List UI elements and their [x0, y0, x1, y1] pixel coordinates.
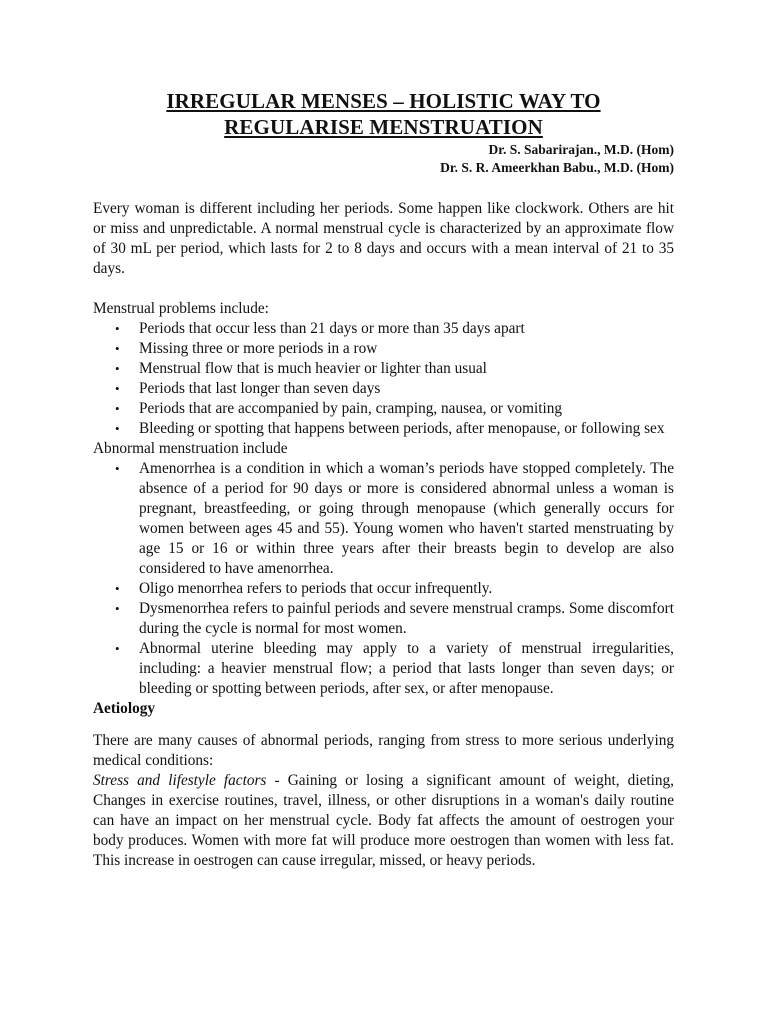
title-line-2: REGULARISE MENSTRUATION — [224, 115, 543, 139]
list-item: • Menstrual flow that is much heavier or lighter than usual — [115, 360, 487, 377]
list-item: • Abnormal uterine bleeding may apply to a variety of menstrual irregularities, including: a heavier menstrual flow; a period that lasts longer than seven days; or bleeding or spotting between periods, after sex, or after menopause. — [115, 640, 674, 697]
bullet-icon: • — [115, 641, 120, 656]
stress-label: Stress and lifestyle factors — [93, 772, 267, 789]
list-item: • Periods that last longer than seven days — [115, 380, 381, 397]
abnormal-list — [93, 459, 674, 699]
title-line-1: IRREGULAR MENSES – HOLISTIC WAY TO — [166, 89, 601, 113]
bullet-icon: • — [115, 401, 120, 416]
bullet-icon: • — [115, 421, 120, 436]
list-item: • Dysmenorrhea refers to painful periods and severe menstrual cramps. Some discomfort during the cycle is normal for most women. — [115, 600, 674, 637]
author-2: Dr. S. R. Ameerkhan Babu., M.D. (Hom) — [440, 160, 674, 175]
problems-heading: Menstrual problems include: — [93, 300, 269, 317]
bullet-icon: • — [115, 341, 120, 356]
author-1: Dr. S. Sabarirajan., M.D. (Hom) — [488, 142, 674, 157]
list-item: • Periods that occur less than 21 days or more than 35 days apart — [115, 320, 525, 337]
aetiology-intro: There are many causes of abnormal periods, ranging from stress to more serious underlying medical conditions: — [93, 732, 674, 769]
list-item: • Oligo menorrhea refers to periods that occur infrequently. — [115, 580, 493, 597]
list-item: • Amenorrhea is a condition in which a woman’s periods have stopped completely. The absence of a period for 90 days or more is considered abnormal unless a woman is pregnant, breastfeeding, or going through menopause (which generally occurs for women between ages 45 and 55). Young women who haven't started menstruating by age 15 or 16 or within three years after their breasts begin to develop are also considered to have amenorrhea. — [115, 460, 674, 577]
bullet-icon: • — [115, 361, 120, 376]
list-item: • Periods that are accompanied by pain, cramping, nausea, or vomiting — [115, 400, 563, 417]
bullet-icon: • — [115, 321, 120, 336]
author-block — [93, 141, 674, 177]
bullet-icon: • — [115, 601, 120, 616]
aetiology-heading: Aetiology — [93, 700, 156, 717]
stress-text: - Gaining or losing a significant amount of weight, dieting, Changes in exercise routines, travel, illness, or other disruptions in a woman's daily routine can have an impact on her menstrual cycle. Body fat affects the amount of oestrogen your body produces. Women with more fat will produce more oestrogen than women with less fat. This increase in oestrogen can cause irregular, missed, or heavy periods. — [93, 772, 674, 869]
stress-paragraph — [93, 771, 674, 871]
abnormal-heading: Abnormal menstruation include — [93, 440, 288, 457]
document-title — [93, 88, 674, 140]
list-item: • Bleeding or spotting that happens between periods, after menopause, or following sex — [115, 420, 665, 437]
problems-list — [93, 319, 674, 439]
bullet-icon: • — [115, 381, 120, 396]
bullet-icon: • — [115, 461, 120, 476]
intro-paragraph: Every woman is different including her periods. Some happen like clockwork. Others are hit or miss and unpredictable. A normal menstrual cycle is characterized by an approximate flow of 30 mL per period, which lasts for 2 to 8 days and occurs with a mean interval of 21 to 35 days. — [93, 200, 674, 277]
bullet-icon: • — [115, 581, 120, 596]
list-item: • Missing three or more periods in a row — [115, 340, 378, 357]
